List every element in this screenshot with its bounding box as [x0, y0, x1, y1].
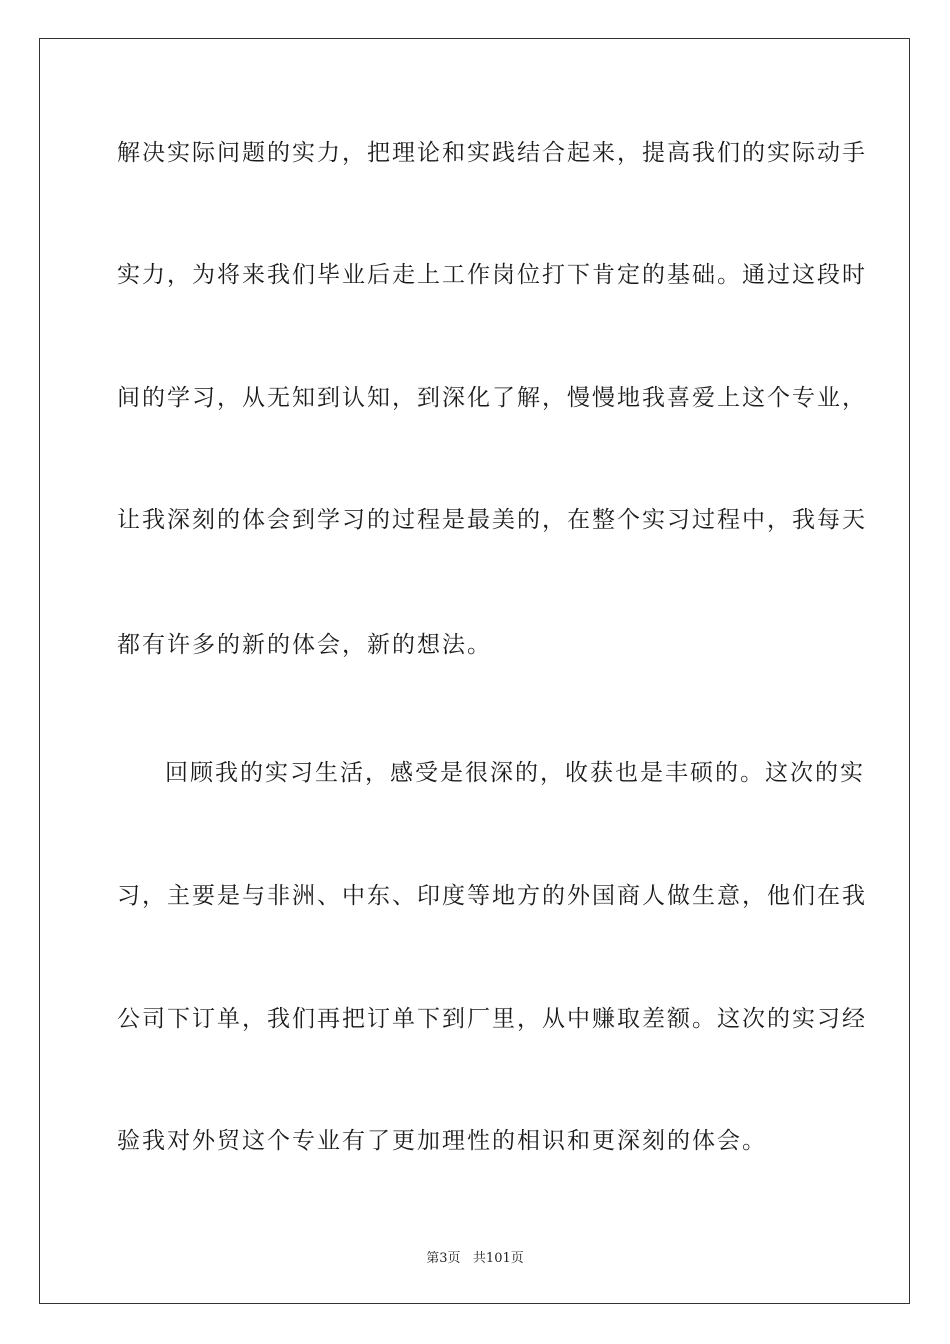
body-text-line: 验我对外贸这个专业有了更加理性的相识和更深刻的体会。 — [117, 1128, 767, 1154]
body-text-line: 公司下订单，我们再把订单下到厂里，从中赚取差额。这次的实习经 — [117, 1006, 867, 1032]
body-text-line: 让我深刻的体会到学习的过程是最美的，在整个实习过程中，我每天 — [117, 507, 867, 533]
body-text-line: 实力，为将来我们毕业后走上工作岗位打下肯定的基础。通过这段时 — [117, 262, 867, 288]
body-text-line: 都有许多的新的体会，新的想法。 — [117, 632, 492, 658]
body-text-line: 解决实际问题的实力，把理论和实践结合起来，提高我们的实际动手 — [117, 140, 867, 166]
body-text-line: 间的学习，从无知到认知，到深化了解，慢慢地我喜爱上这个专业， — [117, 385, 867, 411]
body-text-line: 习，主要是与非洲、中东、印度等地方的外国商人做生意，他们在我 — [117, 883, 867, 909]
paragraph-first-line: 回顾我的实习生活，感受是很深的，收获也是丰硕的。这次的实 — [165, 760, 865, 786]
page-footer — [0, 1247, 950, 1266]
page-frame — [39, 38, 910, 1304]
total-pages: 共101页 — [472, 1251, 524, 1266]
page-number: 第3页 — [426, 1251, 461, 1266]
